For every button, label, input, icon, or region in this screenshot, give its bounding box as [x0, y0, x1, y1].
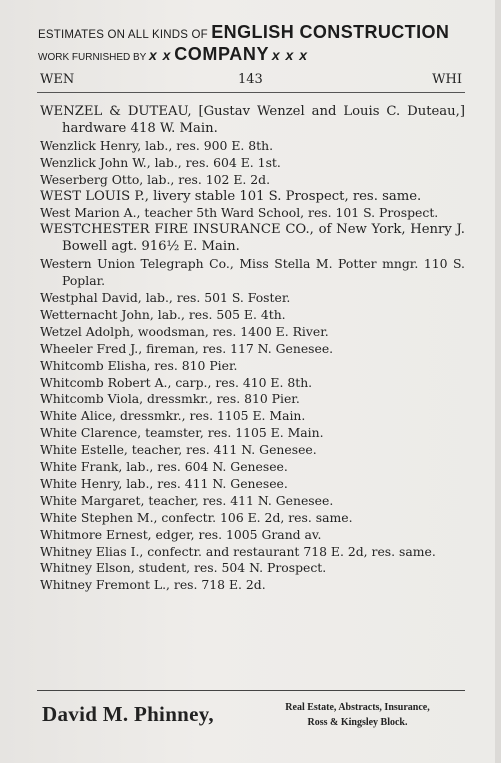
- footer-ad-details: [250, 700, 465, 730]
- header-divider: [37, 92, 465, 93]
- header-ad-small-text: ESTIMATES ON ALL KINDS OF: [38, 29, 208, 41]
- directory-entry: Western Union Telegraph Co., Miss Stella M. Potter mngr. 110 S. Poplar.: [40, 256, 465, 289]
- header-ad-line-2: [38, 43, 468, 69]
- directory-entry: Whitcomb Robert A., carp., res. 410 E. 8th.: [40, 374, 313, 390]
- directory-entry: Whitcomb Elisha, res. 810 Pier.: [40, 357, 238, 373]
- directory-entry: Weserberg Otto, lab., res. 102 E. 2d.: [40, 171, 271, 187]
- directory-entry: White Frank, lab., res. 604 N. Genesee.: [40, 459, 288, 475]
- footer-divider: [37, 690, 465, 691]
- footer-ad-name: David M. Phinney,: [42, 702, 214, 726]
- directory-entry: Whitmore Ernest, edger, res. 1005 Grand av.: [40, 526, 322, 542]
- running-head: [40, 72, 462, 92]
- header-advertisement: [38, 22, 468, 69]
- page-number: 143: [238, 72, 263, 87]
- directory-entry: WEST LOUIS P., livery stable 101 S. Prospect, res. same.: [40, 188, 422, 204]
- directory-entries: [40, 104, 465, 594]
- directory-entry: Whitcomb Viola, dressmkr., res. 810 Pier.: [40, 391, 300, 407]
- directory-entry: Wenzlick Henry, lab., res. 900 E. 8th.: [40, 137, 274, 153]
- footer-ad-line-1: Real Estate, Abstracts, Insurance,: [285, 702, 430, 713]
- ornament-left: x x: [148, 47, 172, 63]
- header-ad-company: COMPANY: [174, 44, 270, 64]
- header-ad-line-1: [38, 22, 468, 45]
- directory-entry: White Margaret, teacher, res. 411 N. Genesee.: [40, 492, 334, 508]
- running-head-right: WHI: [432, 72, 462, 87]
- directory-entry: Westphal David, lab., res. 501 S. Foster.: [40, 289, 291, 305]
- ornament-right: x x x: [271, 47, 308, 63]
- directory-entry: Wheeler Fred J., fireman, res. 117 N. Genesee.: [40, 340, 334, 356]
- directory-entry: WENZEL & DUTEAU, [Gustav Wenzel and Louis C. Duteau,] hardware 418 W. Main.: [40, 104, 465, 136]
- directory-entry: Wetternacht John, lab., res. 505 E. 4th.: [40, 306, 286, 322]
- directory-entry: WESTCHESTER FIRE INSURANCE CO., of New York, Henry J. Bowell agt. 916½ E. Main.: [40, 222, 465, 255]
- directory-entry: White Henry, lab., res. 411 N. Genesee.: [40, 475, 288, 491]
- directory-entry: White Estelle, teacher, res. 411 N. Genesee.: [40, 442, 317, 458]
- directory-entry: Wetzel Adolph, woodsman, res. 1400 E. River.: [40, 323, 329, 339]
- directory-entry: White Stephen M., confectr. 106 E. 2d, res. same.: [40, 509, 353, 525]
- directory-entry: Whitney Elson, student, res. 504 N. Prospect.: [40, 560, 327, 576]
- page-edge: [495, 0, 501, 763]
- directory-entry: Whitney Fremont L., res. 718 E. 2d.: [40, 577, 266, 593]
- directory-entry: Whitney Elias I., confectr. and restaurant 718 E. 2d, res. same.: [40, 543, 436, 559]
- footer-ad-line-2: Ross & Kingsley Block.: [307, 717, 408, 728]
- running-head-left: WEN: [40, 72, 75, 87]
- footer-advertisement: [40, 696, 465, 736]
- directory-entry: Wenzlick John W., lab., res. 604 E. 1st.: [40, 154, 281, 170]
- header-ad-big-text: ENGLISH CONSTRUCTION: [211, 22, 450, 42]
- directory-entry: West Marion A., teacher 5th Ward School, res. 101 S. Prospect.: [40, 205, 439, 221]
- header-ad-small-text-2: WORK FURNISHED BY: [38, 52, 147, 63]
- directory-entry: White Clarence, teamster, res. 1105 E. Main.: [40, 425, 324, 441]
- directory-entry: White Alice, dressmkr., res. 1105 E. Main.: [40, 408, 306, 424]
